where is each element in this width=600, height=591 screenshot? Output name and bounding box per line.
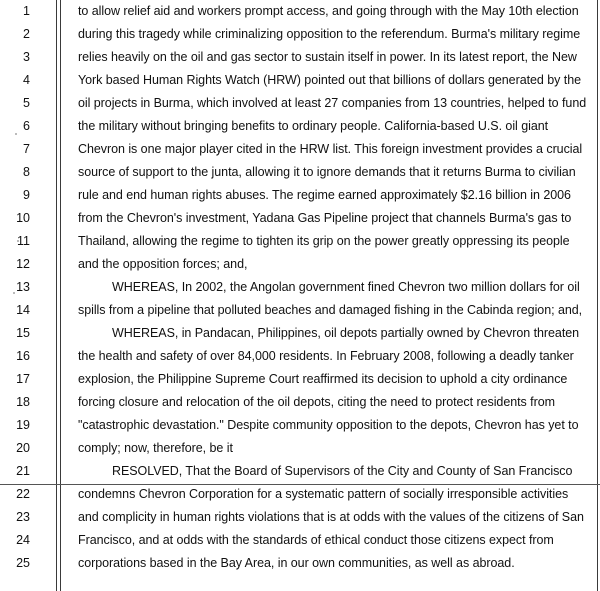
line-number: 7 bbox=[23, 142, 30, 156]
line-number: 8 bbox=[23, 165, 30, 179]
document-line bbox=[0, 138, 600, 161]
line-text: and the opposition forces; and, bbox=[78, 257, 248, 271]
line-number: 9 bbox=[23, 188, 30, 202]
line-text: Thailand, allowing the regime to tighten its grip on the power greatly oppressing its people bbox=[78, 234, 570, 248]
line-number: 20 bbox=[16, 441, 30, 455]
document-line bbox=[0, 207, 600, 230]
line-number: 10 bbox=[16, 211, 30, 225]
document-line bbox=[0, 506, 600, 529]
line-text: spills from a pipeline that polluted beaches and damaged fishing in the Cabinda region; and, bbox=[78, 303, 583, 317]
line-text: from the Chevron's investment, Yadana Gas Pipeline project that channels Burma's gas to bbox=[78, 211, 572, 225]
line-number: 16 bbox=[16, 349, 30, 363]
line-number: 13 bbox=[16, 280, 30, 294]
document-line bbox=[0, 276, 600, 299]
line-number: 12 bbox=[16, 257, 30, 271]
document-line bbox=[0, 23, 600, 46]
document-line bbox=[0, 92, 600, 115]
line-text: oil projects in Burma, which involved at least 27 companies from 13 countries, helped to fund bbox=[78, 96, 587, 110]
document-line bbox=[0, 0, 600, 23]
line-number: 15 bbox=[16, 326, 30, 340]
line-text: to allow relief aid and workers prompt access, and going through with the May 10th election bbox=[78, 4, 579, 18]
document-line bbox=[0, 161, 600, 184]
line-number: 3 bbox=[23, 50, 30, 64]
line-number: 25 bbox=[16, 556, 30, 570]
line-number: 11 bbox=[17, 234, 30, 248]
line-number: 4 bbox=[23, 73, 30, 87]
line-text: during this tragedy while criminalizing opposition to the referendum. Burma's military regime bbox=[78, 27, 581, 41]
line-text: Francisco, and at odds with the standards of ethical conduct those citizens expect from bbox=[78, 533, 554, 547]
line-text: relies heavily on the oil and gas sector to sustain itself in power. In its latest report, the New bbox=[78, 50, 577, 64]
document-line bbox=[0, 322, 600, 345]
line-text: WHEREAS, in Pandacan, Philippines, oil depots partially owned by Chevron threaten bbox=[112, 326, 580, 340]
line-text: York based Human Rights Watch (HRW) pointed out that billions of dollars generated by the bbox=[78, 73, 581, 87]
line-text: explosion, the Philippine Supreme Court reaffirmed its decision to uphold a city ordinance bbox=[78, 372, 568, 386]
line-number: 19 bbox=[16, 418, 30, 432]
document-line bbox=[0, 253, 600, 276]
line-number: 18 bbox=[16, 395, 30, 409]
document-line bbox=[0, 483, 600, 506]
line-number: 2 bbox=[23, 27, 30, 41]
line-text: and complicity in human rights violations that is at odds with the values of the citizens of San bbox=[78, 510, 584, 524]
line-text: "catastrophic devastation." Despite community opposition to the depots, Chevron has yet to bbox=[78, 418, 579, 432]
document-line bbox=[0, 230, 600, 253]
line-text: forcing closure and relocation of the oil depots, citing the need to protect residents from bbox=[78, 395, 555, 409]
line-number: 22 bbox=[16, 487, 30, 501]
line-number: 1 bbox=[23, 4, 30, 18]
line-text: RESOLVED, That the Board of Supervisors of the City and County of San Francisco bbox=[112, 464, 573, 478]
document-line bbox=[0, 391, 600, 414]
document-line bbox=[0, 46, 600, 69]
document-line bbox=[0, 299, 600, 322]
line-text: source of support to the junta, allowing it to ignore demands that it returns Burma to civilian bbox=[78, 165, 576, 179]
line-number: 24 bbox=[16, 533, 30, 547]
document-line bbox=[0, 184, 600, 207]
line-text: rule and end human rights abuses. The regime earned approximately $2.16 billion in 2006 bbox=[78, 188, 571, 202]
document-line bbox=[0, 69, 600, 92]
line-text: Chevron is one major player cited in the HRW list. This foreign investment provides a crucial bbox=[78, 142, 583, 156]
line-text: corporations based in the Bay Area, in our own communities, as well as abroad. bbox=[78, 556, 515, 570]
document-line bbox=[0, 115, 600, 138]
document-line bbox=[0, 368, 600, 391]
document-line bbox=[0, 437, 600, 460]
document-line bbox=[0, 345, 600, 368]
line-text: the military without bringing benefits to ordinary people. California-based U.S. oil giant bbox=[78, 119, 549, 133]
line-number: 21 bbox=[16, 464, 30, 478]
document-line bbox=[0, 552, 600, 575]
document-line bbox=[0, 460, 600, 483]
line-number: 17 bbox=[16, 372, 30, 386]
line-text: condemns Chevron Corporation for a systematic pattern of socially irresponsible activities bbox=[78, 487, 569, 501]
document-line bbox=[0, 414, 600, 437]
line-number: 23 bbox=[16, 510, 30, 524]
line-number: 14 bbox=[16, 303, 30, 317]
line-text: WHEREAS, In 2002, the Angolan government fined Chevron two million dollars for oil bbox=[112, 280, 580, 294]
line-text: comply; now, therefore, be it bbox=[78, 441, 233, 455]
document-line bbox=[0, 529, 600, 552]
line-number: 5 bbox=[23, 96, 30, 110]
line-number: 6 bbox=[23, 119, 30, 133]
line-text: the health and safety of over 84,000 residents. In February 2008, following a deadly tanker bbox=[78, 349, 574, 363]
